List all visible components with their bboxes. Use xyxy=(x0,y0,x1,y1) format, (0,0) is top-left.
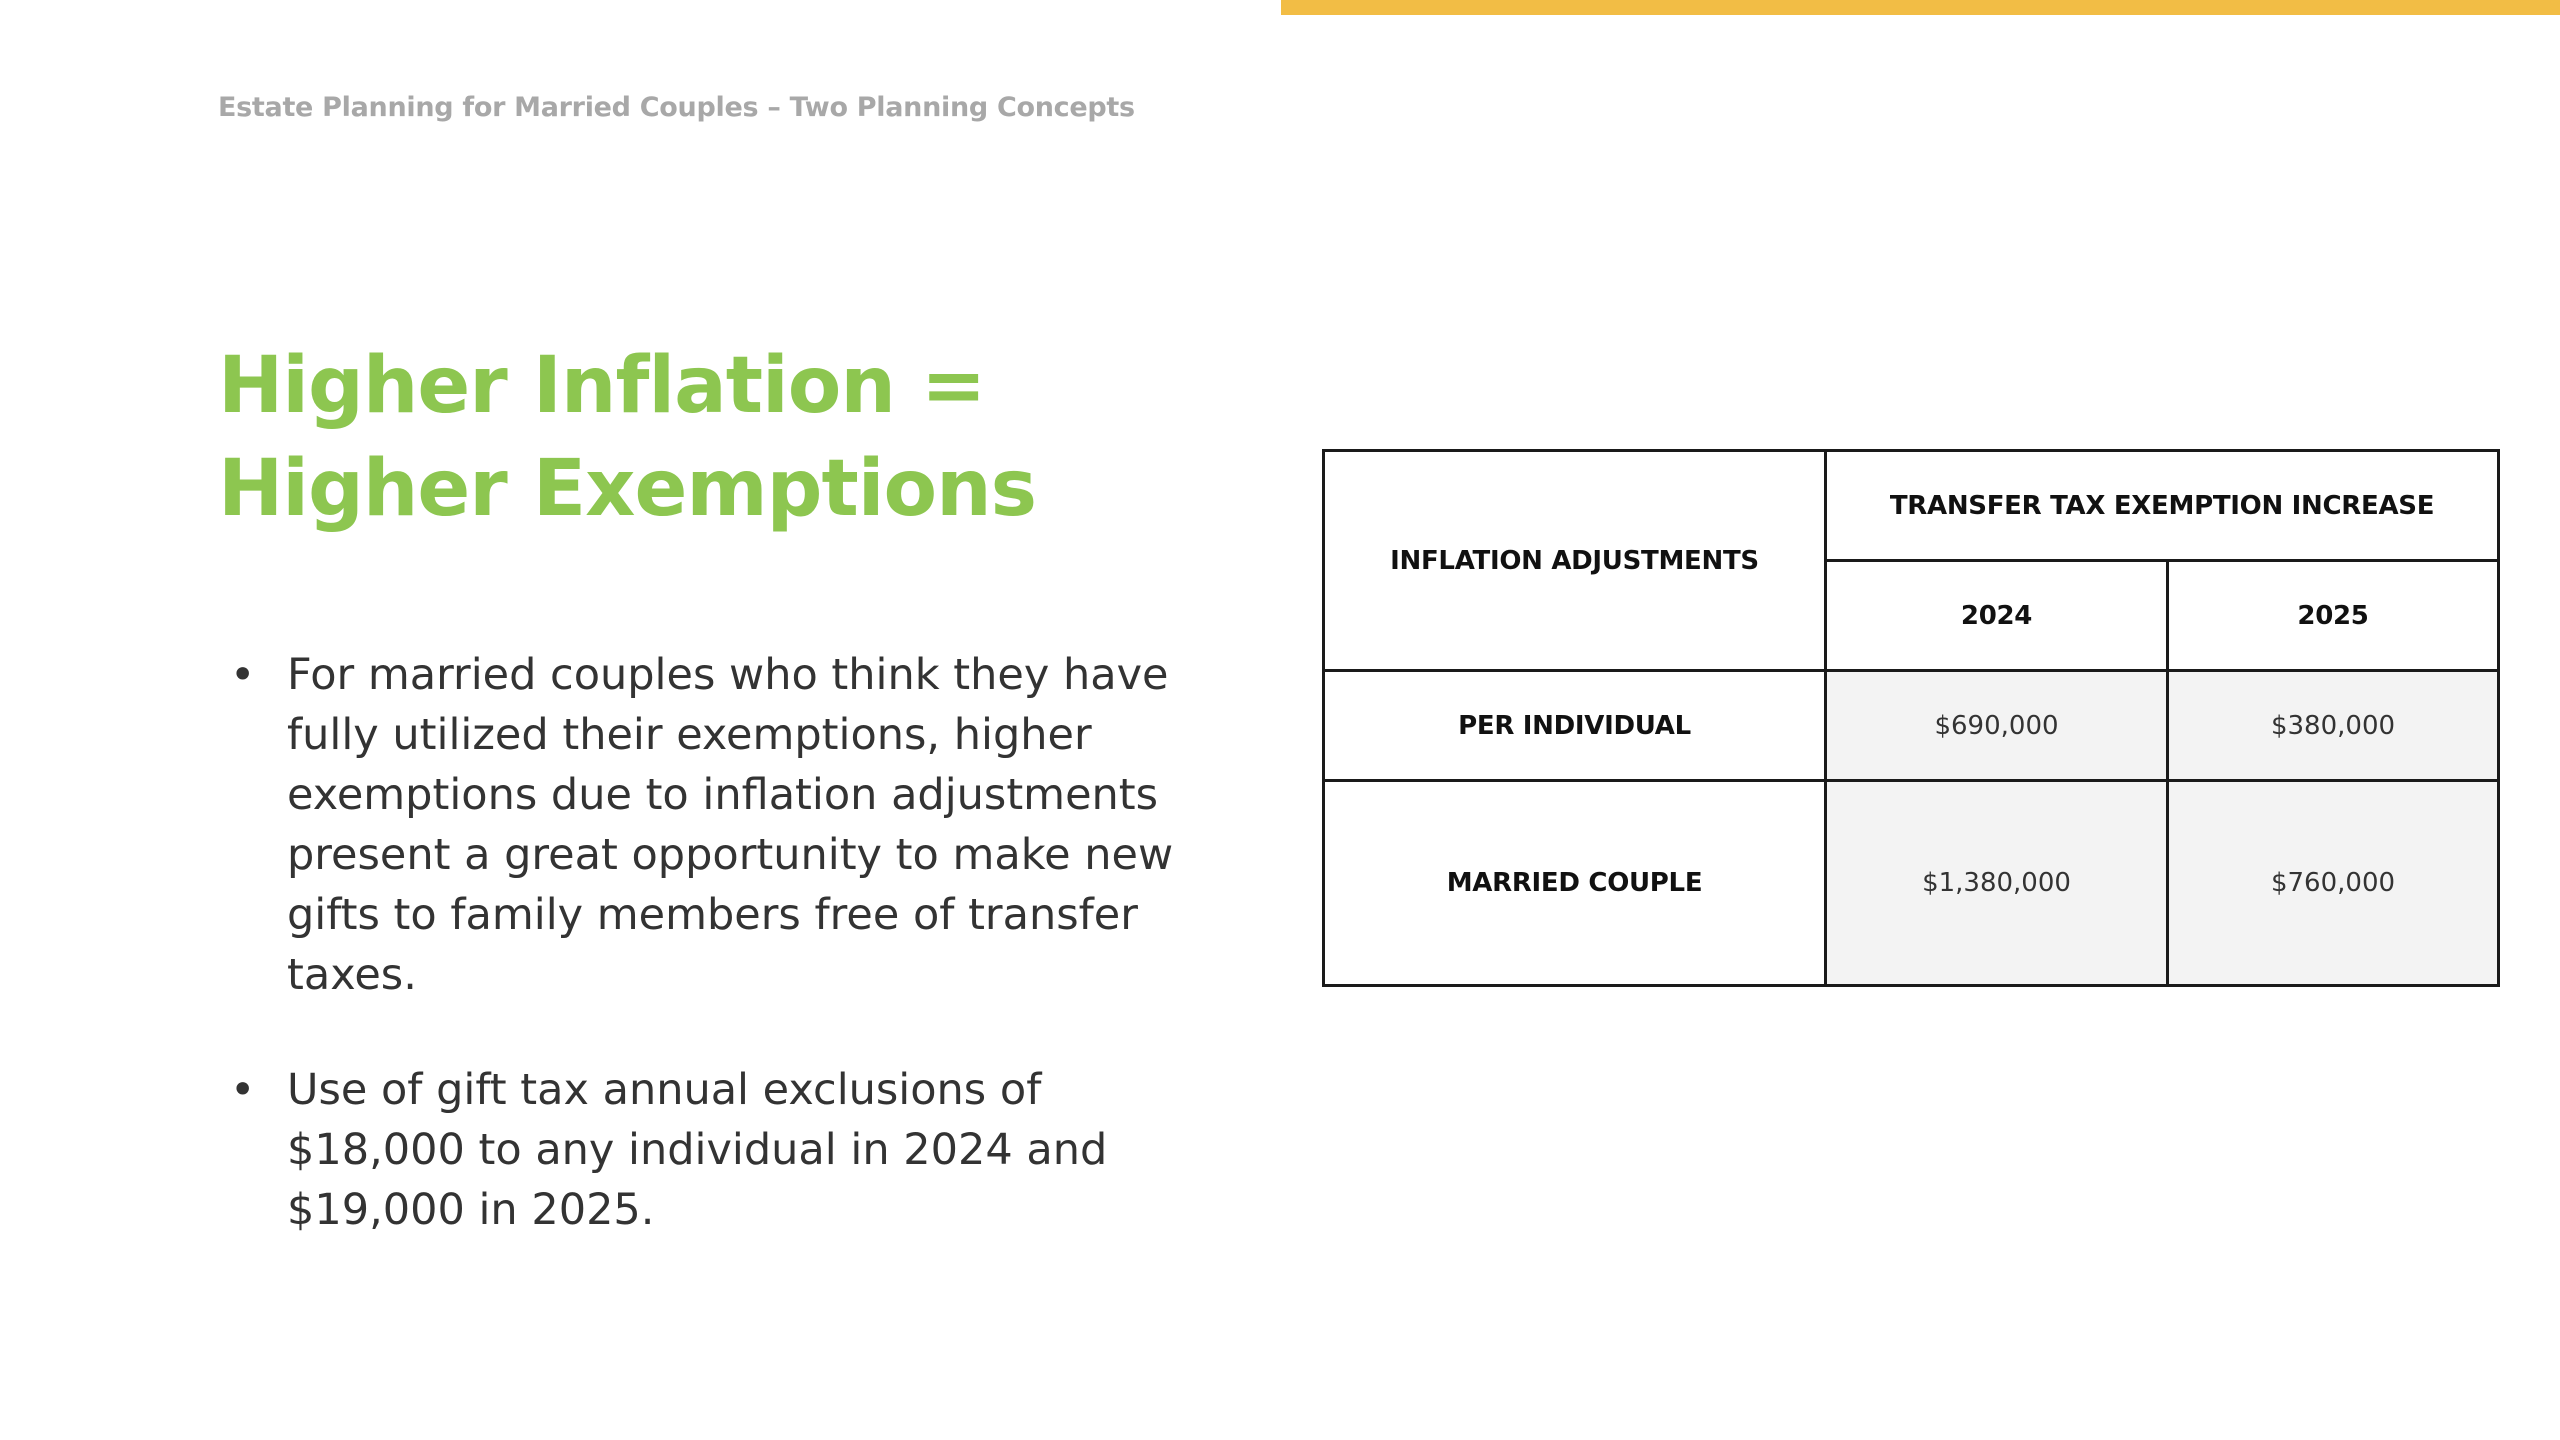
table-row xyxy=(1324,781,2499,986)
value-cell: $690,000 xyxy=(1826,671,2168,781)
row-label-married-couple: MARRIED COUPLE xyxy=(1324,781,1826,986)
exemption-table-container xyxy=(1322,449,2497,987)
bullet-marker: • xyxy=(230,1065,256,1115)
slide-title xyxy=(218,335,1218,541)
table-header-row xyxy=(1324,451,2499,561)
year-header-2024: 2024 xyxy=(1826,561,2168,671)
bullet-item xyxy=(230,1060,1190,1240)
bullet-marker: • xyxy=(230,650,256,700)
slide-title-line-2: Higher Exemptions xyxy=(218,444,1037,534)
value-cell: $760,000 xyxy=(2168,781,2499,986)
row-label-per-individual: PER INDIVIDUAL xyxy=(1324,671,1826,781)
deck-subtitle: Estate Planning for Married Couples – Two Planning Concepts xyxy=(218,92,1135,123)
accent-bar xyxy=(1281,0,2560,15)
bullet-item xyxy=(230,645,1190,1005)
table-row xyxy=(1324,671,2499,781)
value-cell: $380,000 xyxy=(2168,671,2499,781)
value-cell: $1,380,000 xyxy=(1826,781,2168,986)
bullet-text: For married couples who think they have fully utilized their exemptions, higher exemptions due to inflation adjustments present a great opportunity to make new gifts to family members free of transfer taxes. xyxy=(287,650,1174,1000)
group-header-cell: TRANSFER TAX EXEMPTION INCREASE xyxy=(1826,451,2499,561)
year-header-2025: 2025 xyxy=(2168,561,2499,671)
bullet-text: Use of gift tax annual exclusions of $18,000 to any individual in 2024 and $19,000 in 2025. xyxy=(287,1065,1108,1235)
exemption-table xyxy=(1322,449,2500,987)
slide-title-line-1: Higher Inflation = xyxy=(218,341,986,431)
corner-header-cell: INFLATION ADJUSTMENTS xyxy=(1324,451,1826,671)
bullet-list xyxy=(230,645,1190,1295)
